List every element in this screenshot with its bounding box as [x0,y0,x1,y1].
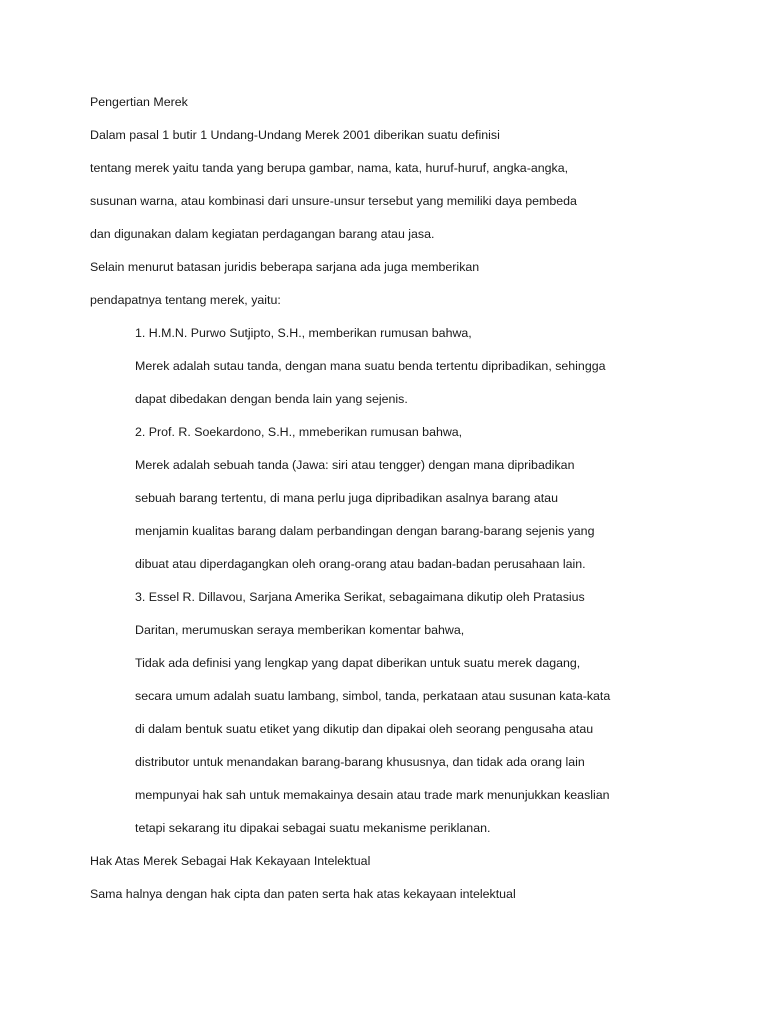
paragraph-line: Sama halnya dengan hak cipta dan paten serta hak atas kekayaan intelektual [90,887,516,901]
list-item-line: Daritan, merumuskan seraya memberikan komentar bahwa, [135,623,465,637]
list-item-heading: 3. Essel R. Dillavou, Sarjana Amerika Serikat, sebagaimana dikutip oleh Pratasius [135,590,585,604]
list-item-line: distributor untuk menandakan barang-barang khususnya, dan tidak ada orang lain [135,755,585,769]
section-heading: Pengertian Merek [90,95,188,109]
paragraph-line: susunan warna, atau kombinasi dari unsure-unsur tersebut yang memiliki daya pembeda [90,194,577,208]
paragraph-line: Selain menurut batasan juridis beberapa sarjana ada juga memberikan [90,260,480,274]
list-item-heading: 1. H.M.N. Purwo Sutjipto, S.H., memberikan rumusan bahwa, [135,326,472,340]
list-item-heading: 2. Prof. R. Soekardono, S.H., mmeberikan rumusan bahwa, [135,425,463,439]
list-item-line: sebuah barang tertentu, di mana perlu juga dipribadikan asalnya barang atau [135,491,558,505]
list-item-line: dibuat atau diperdagangkan oleh orang-orang atau badan-badan perusahaan lain. [135,557,586,571]
list-item-line: mempunyai hak sah untuk memakainya desain atau trade mark menunjukkan keaslian [135,788,610,802]
list-item-line: dapat dibedakan dengan benda lain yang sejenis. [135,392,408,406]
paragraph-line: tentang merek yaitu tanda yang berupa gambar, nama, kata, huruf-huruf, angka-angka, [90,161,569,175]
list-item-line: tetapi sekarang itu dipakai sebagai suatu mekanisme periklanan. [135,821,491,835]
list-item-line: Merek adalah sebuah tanda (Jawa: siri atau tengger) dengan mana dipribadikan [135,458,575,472]
list-item-line: menjamin kualitas barang dalam perbandingan dengan barang-barang sejenis yang [135,524,595,538]
list-item-line: Tidak ada definisi yang lengkap yang dapat diberikan untuk suatu merek dagang, [135,656,581,670]
paragraph-line: Dalam pasal 1 butir 1 Undang-Undang Merek 2001 diberikan suatu definisi [90,128,500,142]
list-item-line: di dalam bentuk suatu etiket yang dikutip dan dipakai oleh seorang pengusaha atau [135,722,594,736]
paragraph-line: pendapatnya tentang merek, yaitu: [90,293,281,307]
list-item-line: secara umum adalah suatu lambang, simbol, tanda, perkataan atau susunan kata-kata [135,689,611,703]
section-heading: Hak Atas Merek Sebagai Hak Kekayaan Intelektual [90,854,371,868]
list-item-line: Merek adalah sutau tanda, dengan mana suatu benda tertentu dipribadikan, sehingga [135,359,606,373]
paragraph-line: dan digunakan dalam kegiatan perdagangan barang atau jasa. [90,227,435,241]
